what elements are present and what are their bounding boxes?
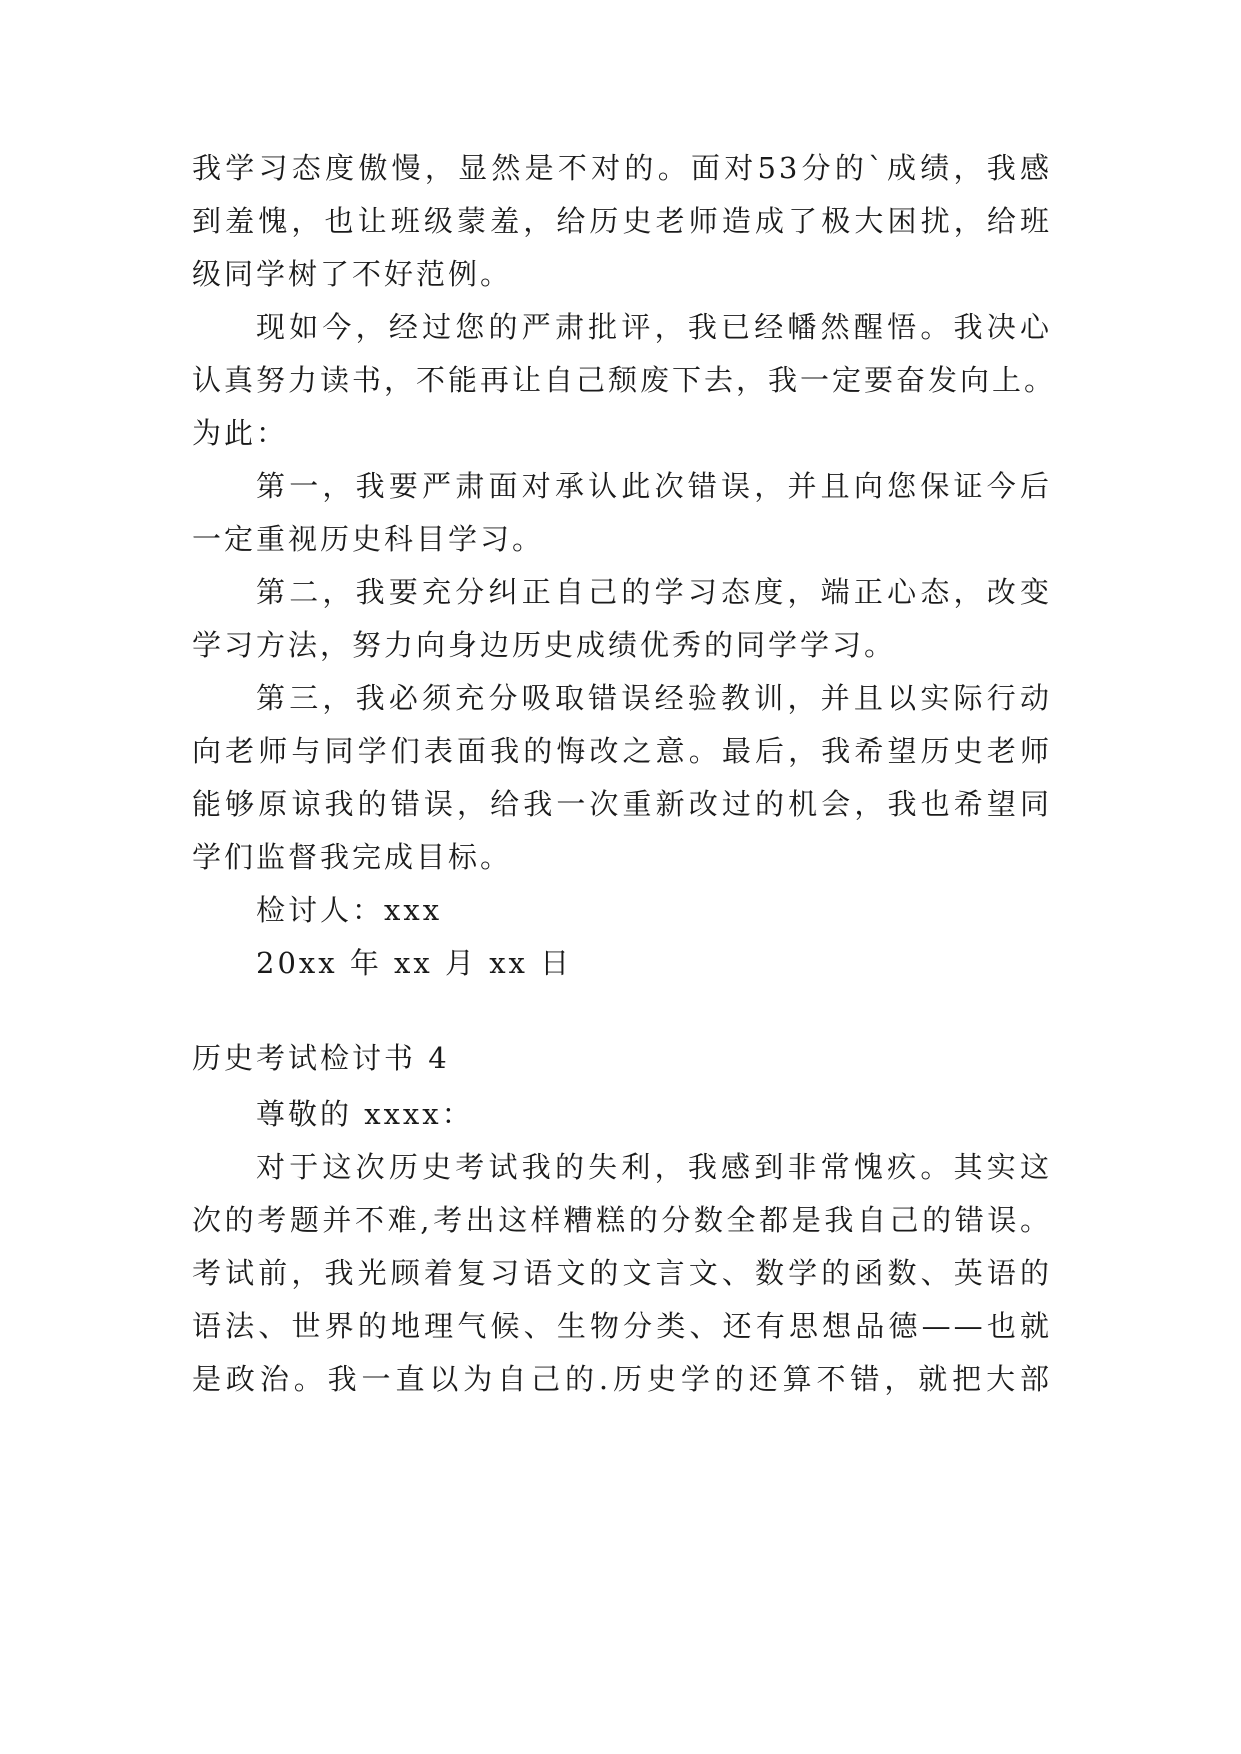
paragraph-line: 学们监督我完成目标。 xyxy=(192,840,513,874)
paragraph-line: 第一，我要严肃面对承认此次错误，并且向您保证今后 xyxy=(256,469,1052,503)
paragraph-line: 级同学树了不好范例。 xyxy=(192,257,513,291)
paragraph-line: 对于这次历史考试我的失利，我感到非常愧疚。其实这 xyxy=(256,1150,1052,1184)
paragraph-line: 次的考题并不难,考出这样糟糕的分数全都是我自己的错误。 xyxy=(192,1203,1052,1237)
paragraph-line: 到羞愧，也让班级蒙羞，给历史老师造成了极大困扰，给班 xyxy=(192,204,1052,238)
paragraph-line: 现如今，经过您的严肃批评，我已经幡然醒悟。我决心 xyxy=(256,310,1052,344)
paragraph-line: 第二，我要充分纠正自己的学习态度，端正心态，改变 xyxy=(256,575,1052,609)
paragraph-line: 我学习态度傲慢，显然是不对的。面对53分的`成绩，我感 xyxy=(192,151,1052,185)
paragraph-line: 认真努力读书，不能再让自己颓废下去，我一定要奋发向上。 xyxy=(192,363,1057,397)
paragraph-line: 第三，我必须充分吸取错误经验教训，并且以实际行动 xyxy=(256,681,1052,715)
paragraph-line: 一定重视历史科目学习。 xyxy=(192,522,545,556)
paragraph-line: 是政治。我一直以为自己的.历史学的还算不错，就把大部 xyxy=(192,1362,1052,1396)
paragraph-line: 学习方法，努力向身边历史成绩优秀的同学学习。 xyxy=(192,628,897,662)
paragraph-line: 语法、世界的地理气候、生物分类、还有思想品德——也就 xyxy=(192,1309,1052,1343)
signature-line: 检讨人：xxx xyxy=(256,893,443,927)
date-line: 20xx 年 xx 月 xx 日 xyxy=(256,946,573,980)
section-title: 历史考试检讨书 4 xyxy=(192,1041,450,1075)
paragraph-line: 考试前，我光顾着复习语文的文言文、数学的函数、英语的 xyxy=(192,1256,1052,1290)
salutation: 尊敬的 xxxx： xyxy=(256,1097,474,1131)
paragraph-line: 为此： xyxy=(192,416,289,450)
paragraph-line: 能够原谅我的错误，给我一次重新改过的机会，我也希望同 xyxy=(192,787,1052,821)
paragraph-line: 向老师与同学们表面我的悔改之意。最后，我希望历史老师 xyxy=(192,734,1052,768)
